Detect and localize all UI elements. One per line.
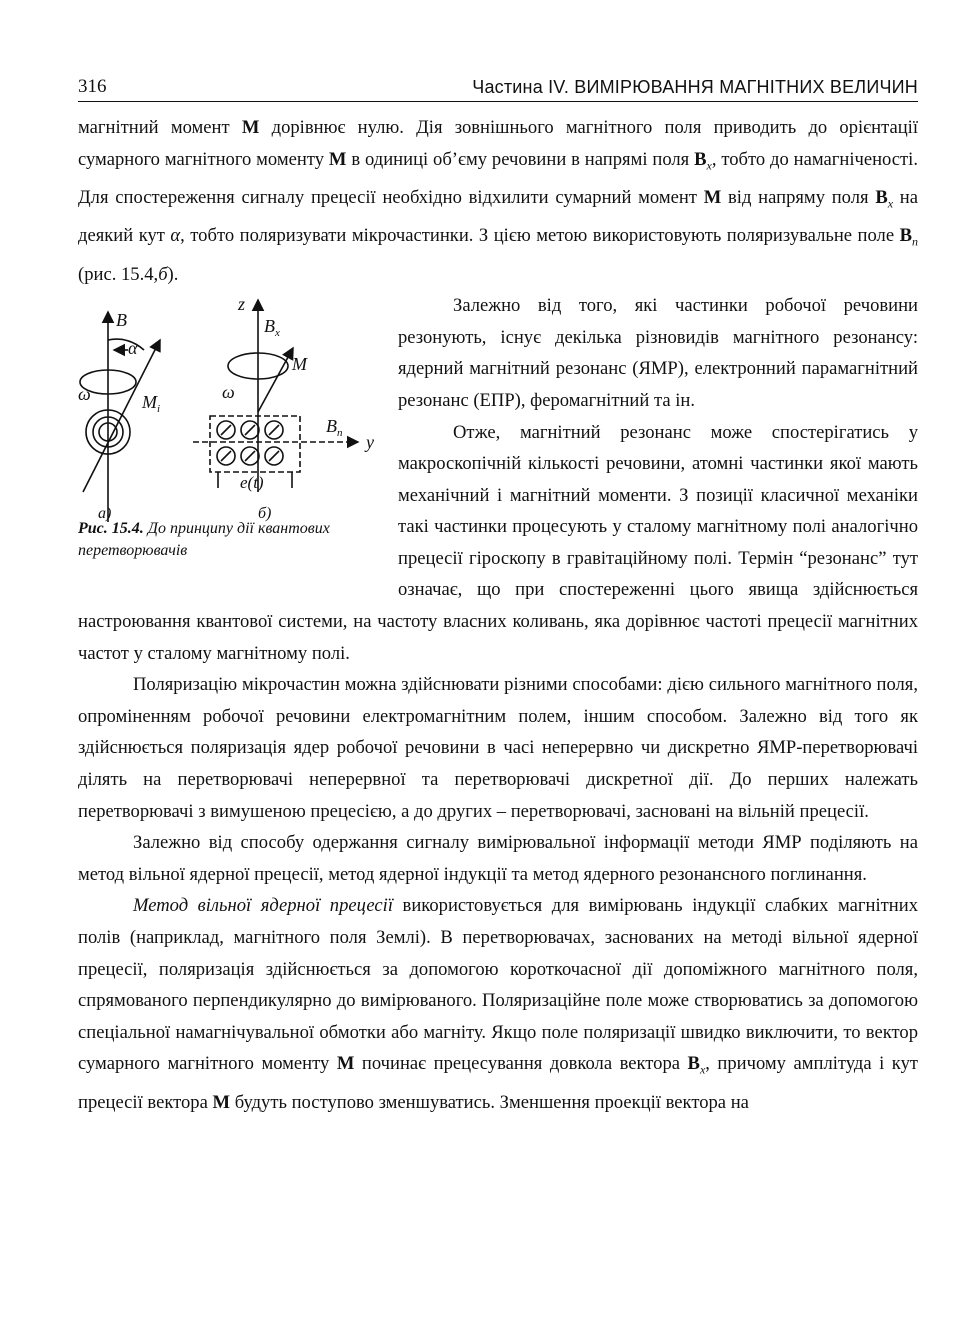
vector-M: M <box>328 148 347 170</box>
vector-M: M <box>336 1053 355 1075</box>
figure-a-precession-diagram <box>80 312 160 522</box>
fig-b-label-Bn: $B_n$ <box>326 416 343 440</box>
fig-b-label-y: y <box>366 432 374 453</box>
fig-b-label-z: z <box>238 294 246 315</box>
vector-M: M <box>212 1091 231 1113</box>
fig-a-label-omega: ω <box>78 384 91 405</box>
paragraph-3: Отже, магнітний резонанс може спостерігатись у макроскопічній кількості речовини, атомні частинки якої мають механічний і магнітний моменти. З позиції класичної механіки такі частинки процесують у сталому магнітному полі аналогічно прецесії гіроскопу в гравітаційному полі. Термін “резонанс” тут означає, що при спостереженні цього явища здійснюється настроювання квантової системи, на частоту власних коливань, яка дорівнює частоті прецесії магнітних частот у сталому магнітному полі. <box>78 421 918 664</box>
vector-Bx: $B_x$ <box>875 186 894 211</box>
figure-diagram <box>78 292 390 522</box>
vector-Bx: $B_x$ <box>694 148 712 173</box>
paragraph-4: Поляризацію мікрочастин можна здійснювати різними способами: дією сильного магнітного поля, опроміненням робочої речовини електромагнітним полем, іншим способом. Залежно від того як здійснюється поляризація ядер робочої речовини в часі неперервно чи дискретно ЯМР-перетворювачі ділять на перетворювачі неперервної та перетворювачі дискретної дії. До перших належать перетворювачі з вимушеною прецесією, а до других – перетворювачі, засновані на вільній прецесії. <box>78 674 918 822</box>
fig-a-label-B: B <box>116 310 127 331</box>
document-page <box>78 70 918 1118</box>
figure-15-4 <box>78 292 390 592</box>
paragraph-1: магнітний момент M дорівнює нулю. Дія зовнішнього магнітного поля приводить до орієнтації сумарного магнітного моменту M в одиниці об’єму речовини в напрямі поля $B_x$, тобто до намагніченості. Для спостереження сигналу прецесії необхідно відхилити сумарний момент M від напряму поля $B_x$ на деякий кут α, тобто поляризувати мікрочастинки. З цією метою використовують поляризувальне поле $B_n$ (рис. 15.4,б). <box>78 117 918 285</box>
fig-a-caption-letter: а) <box>98 505 112 523</box>
fig-b-caption-letter: б) <box>258 505 272 523</box>
fig-b-label-omega: ω <box>222 382 235 403</box>
page-number: 316 <box>78 76 107 97</box>
fig-b-label-Bx: $B_x$ <box>264 316 280 340</box>
fig-b-label-M: M <box>292 354 307 375</box>
vector-M: M <box>703 186 722 208</box>
method-name-italic: Метод вільної ядерної прецесії <box>133 895 393 917</box>
alpha-symbol: α <box>170 225 181 247</box>
paragraph-6: Метод вільної ядерної прецесії використовується для вимірювань індукції слабких магнітних полів (наприклад, магнітного поля Землі). В перетворювачах, заснованих на методі вільної ядерної прецесії, поляризація здійснюється за допомогою короткочасної дії допоміжного магнітного поля, спрямованого перпендикулярно до вимірюваного. Поляризаційне поле може створюватись за допомогою спеціальної намагнічувальної обмотки або магніту. Якщо поле поляризації швидко виключити, то вектор сумарного магнітного моменту M починає прецесування довкола вектора $B_x$, причому амплітуда і кут прецесії вектора M будуть поступово зменшуватись. Зменшення проекції вектора на <box>78 895 918 1113</box>
fig-a-label-Mi: $M_i$ <box>142 392 161 416</box>
fig-a-label-alpha: α <box>128 338 138 359</box>
running-header <box>78 70 918 102</box>
paragraph-5: Залежно від способу одержання сигналу вимірювальної інформації методи ЯМР поділяють на метод вільної ядерної прецесії, метод ядерної індукції та метод ядерного резонансного поглинання. <box>78 832 918 885</box>
vector-Bx: $B_x$ <box>687 1053 706 1078</box>
running-title: Частина IV. ВИМІРЮВАННЯ МАГНІТНИХ ВЕЛИЧИН <box>472 77 918 97</box>
paragraph-2: Залежно від того, які частинки робочої речовини резонують, існує декілька різновидів магнітного резонансу: ядерний магнітний резонанс (ЯМР), електронний парамагнітний резонанс (ЕПР), феромагнітний та ін. <box>398 295 918 411</box>
vector-M: M <box>241 117 260 138</box>
vector-Bn: $B_n$ <box>899 225 918 249</box>
figure-caption: Рис. 15.4. До принципу дії квантових перетворювачів <box>78 520 330 560</box>
fig-b-label-et: e(t) <box>240 473 264 493</box>
